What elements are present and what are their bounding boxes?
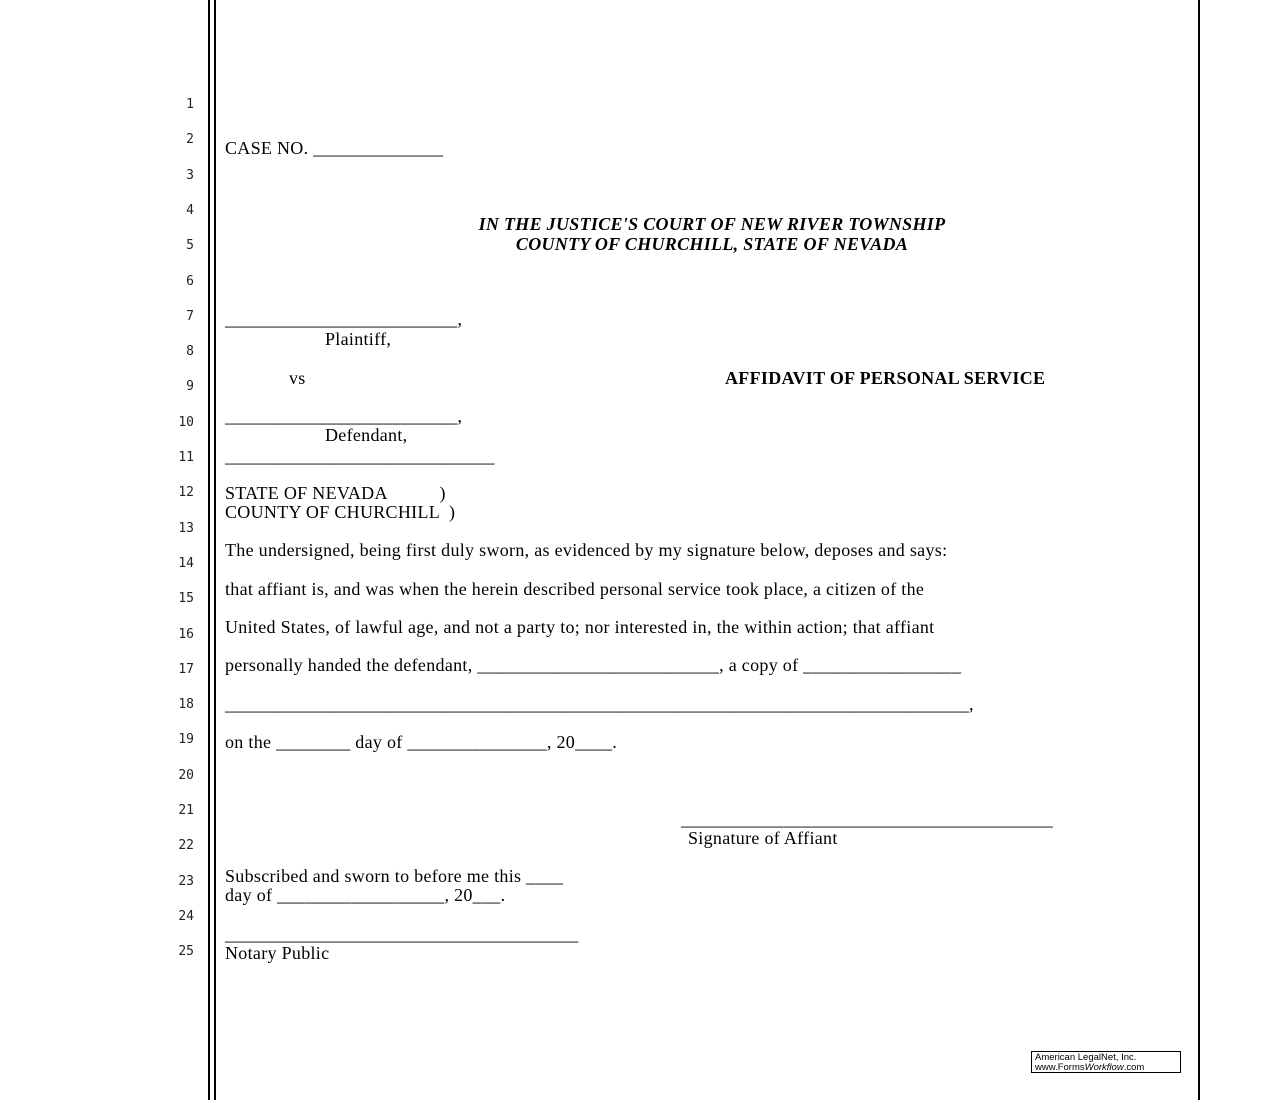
- body-line: ________________________________________________________________________________,: [225, 694, 974, 714]
- stamp-line2: [1035, 1063, 1177, 1073]
- line-number: 2: [186, 132, 194, 148]
- line-number: 1: [186, 97, 194, 112]
- subscribed-line2: day of __________________, 20___.: [225, 885, 506, 905]
- line-number: 19: [178, 732, 194, 748]
- venue-state: STATE OF NEVADA ): [225, 483, 446, 503]
- subscribed-line1: Subscribed and sworn to before me this ____: [225, 866, 564, 886]
- line-number: 18: [178, 697, 194, 713]
- venue-county: COUNTY OF CHURCHILL ): [225, 502, 456, 522]
- stamp-url-italic: Workflow: [1084, 1062, 1124, 1073]
- notary-line: ______________________________________: [225, 924, 579, 944]
- document-title: AFFIDAVIT OF PERSONAL SERVICE: [725, 368, 1046, 388]
- stamp-url-prefix: www.Forms: [1035, 1062, 1085, 1073]
- line-number: 6: [186, 273, 194, 289]
- body-line: that affiant is, and was when the herein described personal service took place, a citizen of the: [225, 579, 925, 599]
- line-number: 11: [178, 450, 194, 465]
- line-number: 3: [186, 167, 194, 183]
- left-margin-rule-outer: [208, 0, 210, 1100]
- line-number: 9: [186, 379, 194, 395]
- body-line: personally handed the defendant, __________________________, a copy of _________________: [225, 655, 962, 675]
- right-margin-rule: [1198, 0, 1200, 1100]
- line-number: 15: [178, 591, 194, 607]
- left-margin-rule-inner: [214, 0, 216, 1100]
- court-name-line2: COUNTY OF CHURCHILL, STATE OF NEVADA: [515, 234, 909, 254]
- versus-label: vs: [289, 368, 306, 388]
- notary-label: Notary Public: [225, 943, 330, 963]
- line-number: 8: [186, 344, 194, 360]
- line-number: 22: [178, 838, 194, 854]
- plaintiff-label: Plaintiff,: [325, 329, 392, 349]
- court-name-line1: IN THE JUSTICE'S COURT OF NEW RIVER TOWNSHIP: [478, 214, 946, 234]
- defendant-blank: _________________________,: [225, 406, 463, 426]
- signature-label: Signature of Affiant: [688, 828, 838, 848]
- plaintiff-blank: _________________________,: [225, 309, 463, 329]
- line-number: 21: [178, 803, 194, 818]
- stamp-line1: American LegalNet, Inc.: [1035, 1052, 1137, 1063]
- line-number: 23: [178, 873, 194, 889]
- body-line: on the ________ day of _______________, 20____.: [225, 732, 618, 752]
- line-number: 10: [178, 414, 194, 430]
- line-number: 13: [178, 520, 194, 536]
- stamp-url-suffix: .com: [1123, 1062, 1145, 1073]
- line-number: 24: [178, 908, 194, 924]
- line-number: 7: [186, 308, 194, 324]
- extra-blank: _____________________________: [225, 446, 495, 466]
- line-number: 20: [178, 767, 194, 783]
- line-number: 14: [178, 555, 194, 571]
- line-number: 12: [178, 485, 194, 501]
- line-number: 4: [186, 202, 194, 218]
- line-number: 16: [178, 626, 194, 642]
- case-number: CASE NO. ______________: [225, 138, 444, 158]
- signature-line: ________________________________________: [681, 809, 1053, 829]
- body-line: The undersigned, being first duly sworn, as evidenced by my signature below, deposes and says:: [225, 540, 948, 560]
- defendant-label: Defendant,: [325, 425, 408, 445]
- body-line: United States, of lawful age, and not a party to; nor interested in, the within action; that affiant: [225, 617, 935, 637]
- line-number: 25: [178, 944, 194, 960]
- line-number: 17: [178, 661, 194, 677]
- publisher-stamp: [1031, 1051, 1181, 1073]
- line-number: 5: [186, 238, 194, 254]
